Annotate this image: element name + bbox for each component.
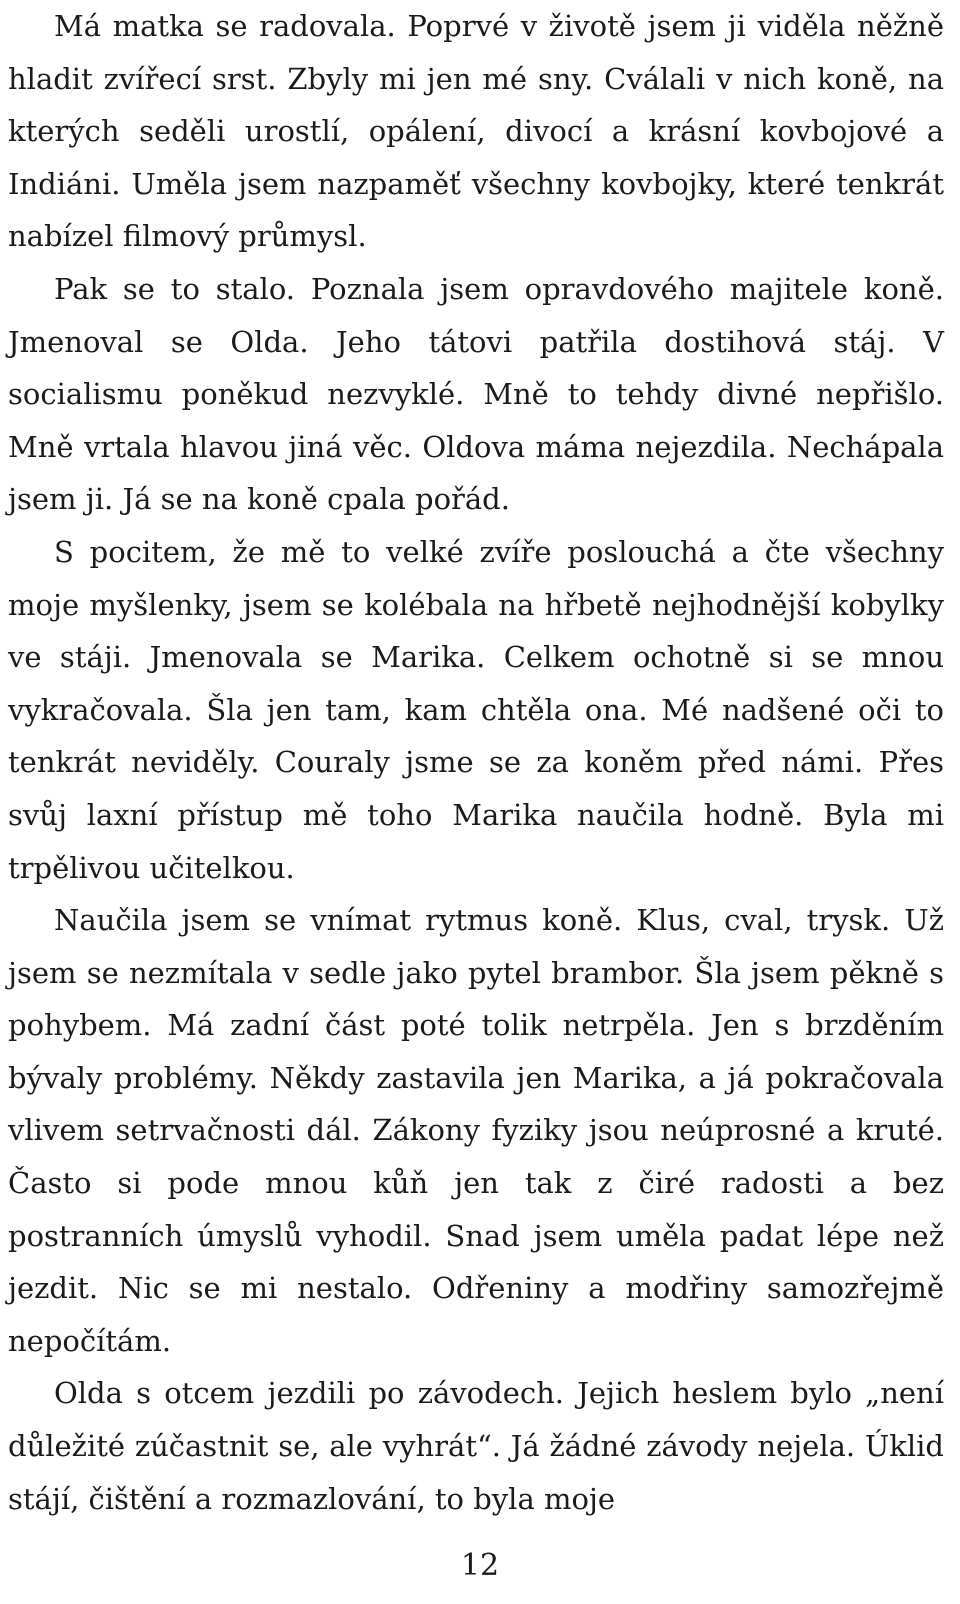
paragraph: Má matka se radovala. Poprvé v životě jsem ji viděla něžně hladit zvířecí srst. Zbyly mi jen mé sny. Cválali v nich koně, na kterých seděli urostlí, opálení, divocí a krásní kovbojové a Indiáni. Uměla jsem nazpaměť všechny kovbojky, které tenkrát nabízel filmový průmysl. [8,9,944,254]
paragraph: Pak se to stalo. Poznala jsem opravdového majitele koně. Jmenoval se Olda. Jeho tátovi patřila dostihová stáj. V socialismu poněkud nezvyklé. Mně to tehdy divné nepřišlo. Mně vrtala hlavou jiná věc. Oldova máma nejezdila. Nechápala jsem ji. Já se na koně cpala pořád. [8,271,944,517]
paragraph: S pocitem, že mě to velké zvíře poslouchá a čte všechny moje myšlenky, jsem se kolébala na hřbetě nejhodnější kobylky ve stáji. Jmenovala se Marika. Celkem ochotně si se mnou vykračovala. Šla jen tam, kam chtěla ona. Mé nadšené oči to tenkrát neviděly. Couraly jsme se za koněm před námi. Přes svůj laxní přístup mě toho Marika naučila hodně. Byla mi trpělivou učitelkou. [8,534,944,885]
paragraph: Olda s otcem jezdili po závodech. Jejich heslem bylo „není důležité zúčastnit se, ale vyhrát“. Já žádné závody nejela. Úklid stájí, čištění a rozmazlování, to byla moje [8,1376,944,1516]
book-page-body [8,0,944,1525]
page-number: 12 [460,1548,500,1583]
paragraph: Naučila jsem se vnímat rytmus koně. Klus, cval, trysk. Už jsem se nezmítala v sedle jako pytel brambor. Šla jsem pěkně s pohybem. Má zadní část poté tolik netrpěla. Jen s brzděním bývaly problémy. Někdy zastavila jen Marika, a já pokračovala vlivem setrvačnosti dál. Zákony fyziky jsou neúprosné a kruté. Často si pode mnou kůň jen tak z čiré radosti a bez postranních úmyslů vyhodil. Snad jsem uměla padat lépe než jezdit. Nic se mi nestalo. Odřeniny a modřiny samozřejmě nepočítám. [8,903,944,1358]
